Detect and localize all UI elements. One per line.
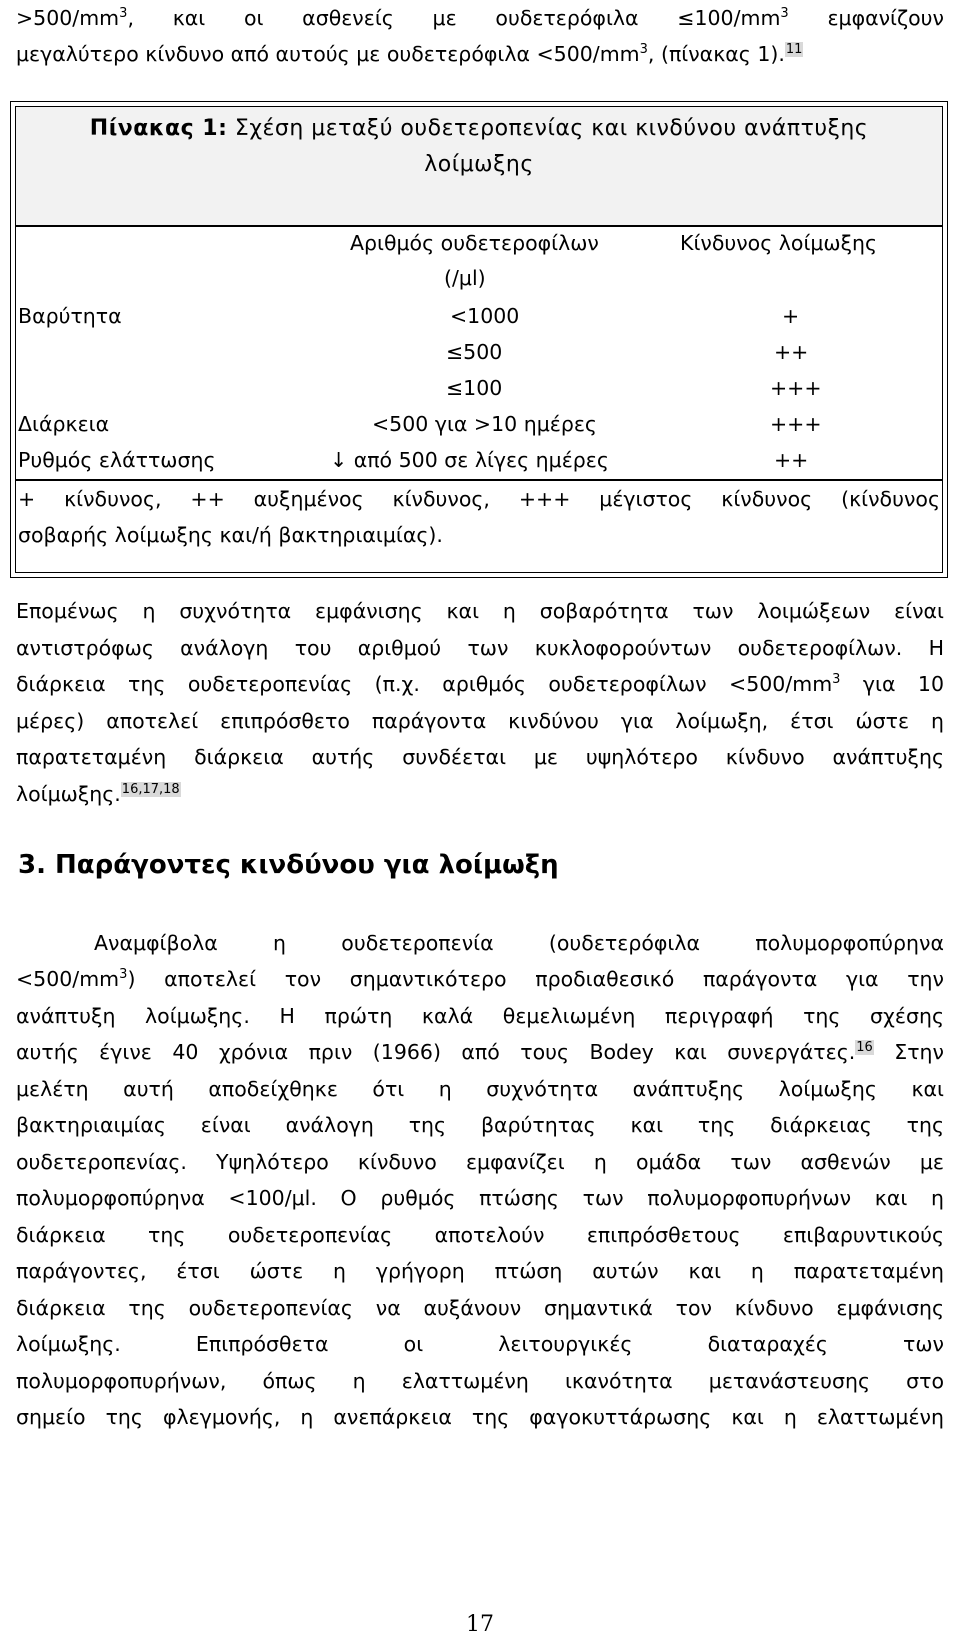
paragraph-line: βακτηριαιμίας είναι ανάλογη της βαρύτητας και της διάρκειας της — [16, 1113, 944, 1137]
table-title-text: Σχέση μεταξύ ουδετεροπενίας και κινδύνου ανάπτυξης — [227, 116, 869, 141]
page-number: 17 — [466, 1612, 494, 1637]
row-count: <1000 — [450, 304, 520, 328]
paragraph-line: Αναμφίβολα η ουδετεροπενία (ουδετερόφιλα πολυμορφοπύρηνα — [94, 931, 944, 955]
row-risk: ++ — [774, 448, 809, 472]
row-count: ≤100 — [446, 376, 503, 400]
superscript: 3 — [119, 6, 128, 22]
intro-line-2 — [16, 40, 944, 68]
paragraph-line: παρατεταμένη διάρκεια αυτής συνδέεται με υψηλότερο κίνδυνο ανάπτυξης — [16, 745, 944, 769]
paragraph-line — [16, 1038, 944, 1066]
table-footnote-line-2: σοβαρής λοίμωξης και/ή βακτηριαιμίας). — [18, 523, 443, 547]
paragraph-line: πολυμορφοπύρηνα <100/μl. Ο ρυθμός πτώσης των πολυμορφοπυρήνων και η — [16, 1186, 944, 1210]
text: , (πίνακας 1). — [647, 42, 785, 66]
text: >500/mm — [16, 6, 120, 30]
text: λοίμωξης. — [16, 782, 121, 806]
table-rule — [16, 479, 942, 481]
superscript: 3 — [119, 967, 128, 983]
paragraph-line: αντιστρόφως ανάλογη του αριθμού των κυκλοφορούντων ουδετεροφίλων. Η — [16, 636, 944, 660]
text: διάρκεια της ουδετεροπενίας (π.χ. αριθμός ουδετεροφίλων <500/mm — [16, 672, 833, 696]
text: για 10 — [840, 672, 944, 696]
paragraph-line: παράγοντες, έτσι ώστε η γρήγορη πτώση αυτών και η παρατεταμένη — [16, 1259, 944, 1283]
row-risk: +++ — [770, 412, 822, 436]
paragraph-line — [16, 780, 944, 808]
paragraph-line — [16, 670, 944, 698]
paragraph-line: πολυμορφοπυρήνων, όπως η ελαττωμένη ικανότητα μετανάστευσης στο — [16, 1369, 944, 1393]
table-label: Πίνακας 1: — [89, 116, 228, 141]
row-label: Βαρύτητα — [18, 304, 122, 328]
superscript: 3 — [780, 6, 789, 22]
text: Στην — [873, 1040, 944, 1064]
row-label: Ρυθμός ελάττωσης — [18, 448, 216, 472]
row-risk: +++ — [770, 376, 822, 400]
paragraph-line: διάρκεια της ουδετεροπενίας να αυξάνουν σημαντικά τον κίνδυνο εμφάνισης — [16, 1296, 944, 1320]
row-risk: ++ — [774, 340, 809, 364]
text: <500/mm — [16, 967, 120, 991]
paragraph-line: σημείο της φλεγμονής, η ανεπάρκεια της φαγοκυττάρωσης και η ελαττωμένη — [16, 1405, 944, 1429]
paragraph-line: λοίμωξης. Επιπρόσθετα οι λειτουργικές διαταραχές των — [16, 1332, 944, 1356]
table-footnote-line-1: + κίνδυνος, ++ αυξημένος κίνδυνος, +++ μέγιστος κίνδυνος (κίνδυνος — [18, 487, 940, 511]
reference-marker[interactable]: 16 — [856, 1040, 873, 1056]
text: , και οι ασθενείς με ουδετερόφιλα ≤100/mm — [127, 6, 781, 30]
table-title-line-2: λοίμωξης — [424, 152, 534, 177]
paragraph-line: ανάπτυξη λοίμωξης. Η πρώτη καλά θεμελιωμένη περιγραφή της σχέσης — [16, 1004, 944, 1028]
text: μεγαλύτερο κίνδυνο από αυτούς με ουδετερόφιλα <500/mm — [16, 42, 640, 66]
row-count: ↓ από 500 σε λίγες ημέρες — [330, 448, 609, 472]
superscript: 3 — [639, 42, 648, 58]
header-unit: (/μl) — [444, 266, 486, 290]
paragraph-line: Επομένως η συχνότητα εμφάνισης και η σοβαρότητα των λοιμώξεων είναι — [16, 599, 944, 623]
row-count: ≤500 — [446, 340, 503, 364]
paragraph-line: διάρκεια της ουδετεροπενίας αποτελούν επιπρόσθετους επιβαρυντικούς — [16, 1223, 944, 1247]
reference-marker[interactable]: 16,17,18 — [121, 782, 180, 798]
superscript: 3 — [832, 672, 841, 688]
text: εμφανίζουν — [788, 6, 944, 30]
section-heading: 3. Παράγοντες κινδύνου για λοίμωξη — [18, 850, 559, 880]
reference-marker[interactable]: 11 — [785, 42, 803, 58]
row-label: Διάρκεια — [18, 412, 110, 436]
text: ) αποτελεί τον σημαντικότερο προδιαθεσικό παράγοντα για την — [127, 967, 944, 991]
header-neutrophil-count: Αριθμός ουδετεροφίλων — [350, 231, 599, 255]
intro-line-1 — [16, 4, 944, 32]
paragraph-line — [16, 965, 944, 993]
text: αυτής έγινε 40 χρόνια πριν (1966) από τους Bodey και συνεργάτες. — [16, 1040, 856, 1064]
paragraph-line: μέρες) αποτελεί επιπρόσθετο παράγοντα κινδύνου για λοίμωξη, έτσι ώστε η — [16, 709, 944, 733]
table-title — [16, 116, 942, 141]
header-infection-risk: Κίνδυνος λοίμωξης — [680, 231, 878, 255]
paragraph-line: μελέτη αυτή αποδείχθηκε ότι η συχνότητα ανάπτυξης λοίμωξης και — [16, 1077, 944, 1101]
row-count: <500 για >10 ημέρες — [372, 412, 597, 436]
row-risk: + — [782, 304, 800, 328]
paragraph-line: ουδετεροπενίας. Υψηλότερο κίνδυνο εμφανίζει η ομάδα των ασθενών με — [16, 1150, 944, 1174]
